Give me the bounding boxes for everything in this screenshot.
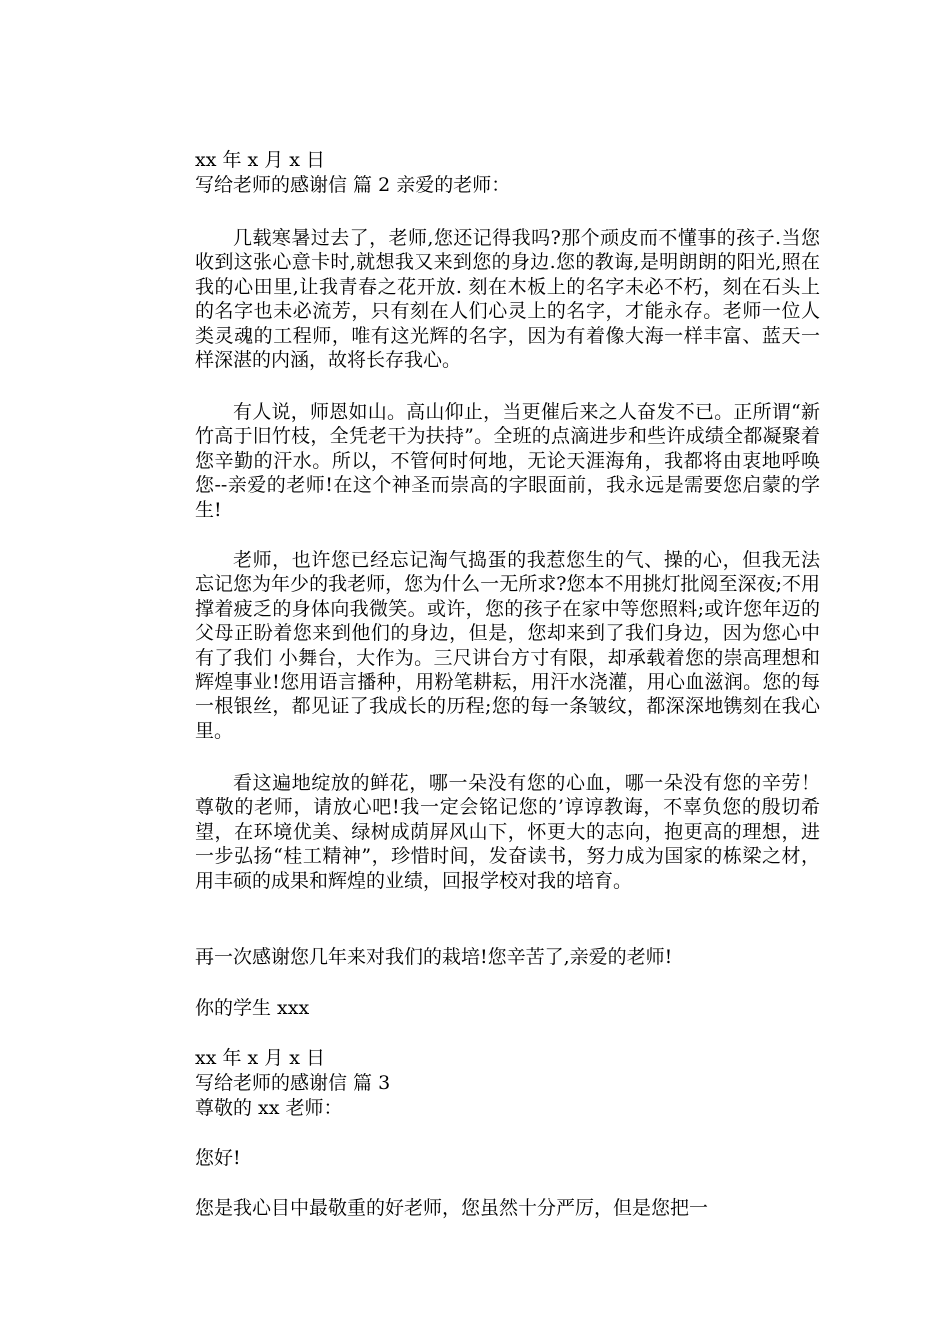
- section2-paragraph-2: 有人说，师恩如山。高山仰止，当更催后来之人奋发不已。正所谓“新竹高于旧竹枝，全凭老干为扶持”。全班的点滴进步和些许成绩全都凝聚着您辛勤的汗水。所以，不管何时何地，无论天涯海角，我都将由衷地呼唤您--亲爱的老师!在这个神圣而崇高的字眼面前，我永远是需要您启蒙的学生!: [195, 401, 820, 521]
- section2-title: 写给老师的感谢信 篇 2 亲爱的老师：: [195, 174, 511, 196]
- section3-greeting: 您好!: [195, 1147, 241, 1169]
- section3-title: 写给老师的感谢信 篇 3: [195, 1072, 391, 1094]
- section2-paragraph-3: 老师，也许您已经忘记淘气捣蛋的我惹您生的气、操的心，但我无法忘记您为年少的我老师，您为什么一无所求?您本不用挑灯批阅至深夜;不用撑着疲乏的身体向我微笑。或许，您的孩子在家中等您照料;或许您年迈的父母正盼着您来到他们的身边，但是，您却来到了我们身边，因为您心中有了我们 小舞台，大作为。三尺讲台方寸有限，却承载着您的崇高理想和辉煌事业!您用语言播种，用粉笔耕耘，用汗水浇灌，用心血滋润。您的每一根银丝，都见证了我成长的历程;您的每一条皱纹，都深深地镌刻在我心里。: [195, 549, 820, 742]
- section2-paragraph-4: 看这遍地绽放的鲜花，哪一朵没有您的心血，哪一朵没有您的辛劳！ 尊敬的老师，请放心吧!我一定会铭记您的’谆谆教诲，不辜负您的殷切希望，在环境优美、绿树成荫屏风山下，怀更大的志向，抱更高的理想，进一步弘扬“桂工精神”，珍惜时间，发奋读书，努力成为国家的栋梁之材，用丰硕的成果和辉煌的业绩，回报学校对我的培育。: [195, 772, 820, 892]
- section2-paragraph-1: 几载寒暑过去了，老师,您还记得我吗?那个顽皮而不懂事的孩子.当您收到这张心意卡时,就想我又来到您的身边.您的教诲,是明朗朗的阳光,照在我的心田里,让我青春之花开放. 刻在木板上的名字未必不朽，刻在石头上的名字也未必流芳，只有刻在人们心灵上的名字，才能永存。老师一位人类灵魂的工程师，唯有这光辉的名字，因为有着像大海一样丰富、蓝天一样深湛的内涵，故将长存我心。: [195, 227, 820, 372]
- section3-salutation: 尊敬的 xx 老师：: [195, 1097, 343, 1119]
- section2-signature: 你的学生 xxx: [195, 997, 310, 1019]
- section2-date: xx 年 x 月 x 日: [195, 149, 326, 171]
- section3-date: xx 年 x 月 x 日: [195, 1047, 326, 1069]
- section2-closing: 再一次感谢您几年来对我们的栽培!您辛苦了,亲爱的老师!: [195, 946, 673, 968]
- section3-first-line: 您是我心目中最敬重的好老师，您虽然十分严厉，但是您把一: [195, 1197, 709, 1219]
